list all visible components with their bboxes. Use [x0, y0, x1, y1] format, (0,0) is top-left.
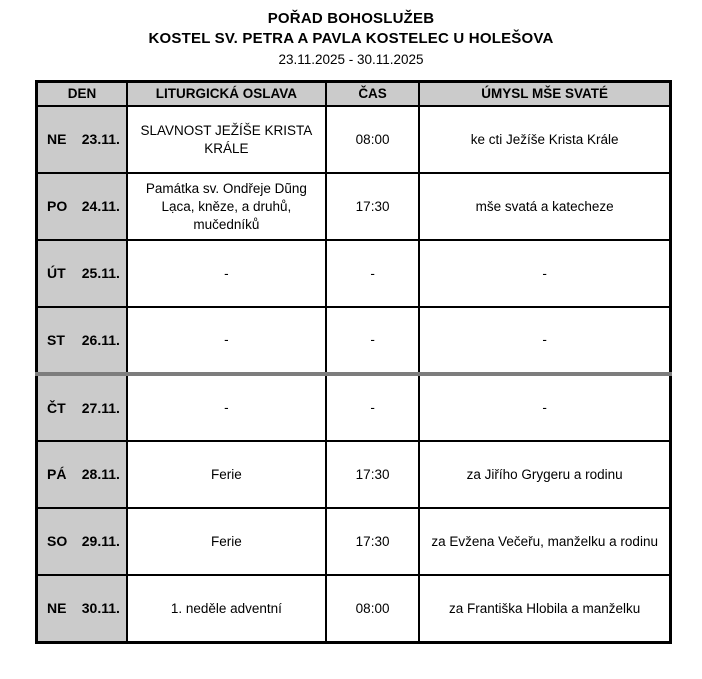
- day-date: 29.11.: [81, 533, 120, 550]
- celebration-cell: Památka sv. Ondřeje Dũng Lạca, kněze, a druhů, mučedníků: [127, 173, 326, 240]
- day-date: 26.11.: [81, 331, 120, 348]
- intention-cell: -: [419, 307, 670, 374]
- time-cell: 17:30: [326, 173, 419, 240]
- celebration-cell: -: [127, 374, 326, 441]
- celebration-cell: 1. neděle adventní: [127, 575, 326, 642]
- document-subtitle: KOSTEL SV. PETRA A PAVLA KOSTELEC U HOLEŠOVA: [148, 29, 554, 47]
- day-abbr: ČT: [47, 399, 66, 416]
- intention-cell: za Evžena Večeřu, manželku a rodinu: [419, 508, 670, 575]
- table-row: [37, 508, 671, 575]
- date-range: 23.11.2025 - 30.11.2025: [278, 51, 424, 67]
- intention-cell: -: [419, 240, 670, 307]
- day-date: 28.11.: [81, 466, 120, 483]
- table-row: [37, 173, 671, 240]
- column-header-celebration: LITURGICKÁ OSLAVA: [127, 82, 326, 107]
- table-row: [37, 307, 671, 374]
- day-cell: [37, 441, 127, 508]
- time-cell: 08:00: [326, 575, 419, 642]
- day-date: 24.11.: [81, 198, 120, 215]
- intention-cell: mše svatá a katecheze: [419, 173, 670, 240]
- day-abbr: ST: [47, 331, 65, 348]
- day-cell: [37, 307, 127, 374]
- day-cell: [37, 508, 127, 575]
- day-cell: [37, 374, 127, 441]
- column-header-time: ČAS: [326, 82, 419, 107]
- celebration-cell: Ferie: [127, 441, 326, 508]
- day-cell: [37, 106, 127, 173]
- time-cell: 17:30: [326, 508, 419, 575]
- day-date: 30.11.: [81, 600, 120, 617]
- document-title: POŘAD BOHOSLUŽEB: [267, 10, 435, 27]
- table-header-row: [37, 82, 671, 107]
- intention-cell: za Jiřího Grygeru a rodinu: [419, 441, 670, 508]
- table-row: [37, 240, 671, 307]
- mass-schedule-table: [35, 80, 672, 644]
- day-abbr: NE: [47, 131, 67, 148]
- celebration-cell: -: [127, 307, 326, 374]
- table-row: [37, 441, 671, 508]
- day-abbr: ÚT: [47, 265, 66, 282]
- day-cell: [37, 575, 127, 642]
- time-cell: -: [326, 307, 419, 374]
- day-cell: [37, 173, 127, 240]
- time-cell: -: [326, 240, 419, 307]
- day-date: 25.11.: [81, 265, 120, 282]
- time-cell: -: [326, 374, 419, 441]
- table-row: [37, 575, 671, 642]
- table-row: [37, 374, 671, 441]
- intention-cell: ke cti Ježíše Krista Krále: [419, 106, 670, 173]
- day-abbr: SO: [47, 533, 68, 550]
- table-row: [37, 106, 671, 173]
- time-cell: 08:00: [326, 106, 419, 173]
- day-abbr: NE: [47, 600, 67, 617]
- column-header-day: DEN: [37, 82, 127, 107]
- column-header-intention: ÚMYSL MŠE SVATÉ: [419, 82, 670, 107]
- celebration-cell: SLAVNOST JEŽÍŠE KRISTA KRÁLE: [127, 106, 326, 173]
- intention-cell: za Františka Hlobila a manželku: [419, 575, 670, 642]
- day-abbr: PO: [47, 198, 68, 215]
- document-header: [0, 0, 702, 68]
- day-cell: [37, 240, 127, 307]
- time-cell: 17:30: [326, 441, 419, 508]
- celebration-cell: -: [127, 240, 326, 307]
- celebration-cell: Ferie: [127, 508, 326, 575]
- intention-cell: -: [419, 374, 670, 441]
- day-date: 27.11.: [81, 399, 120, 416]
- day-date: 23.11.: [81, 131, 120, 148]
- day-abbr: PÁ: [47, 466, 67, 483]
